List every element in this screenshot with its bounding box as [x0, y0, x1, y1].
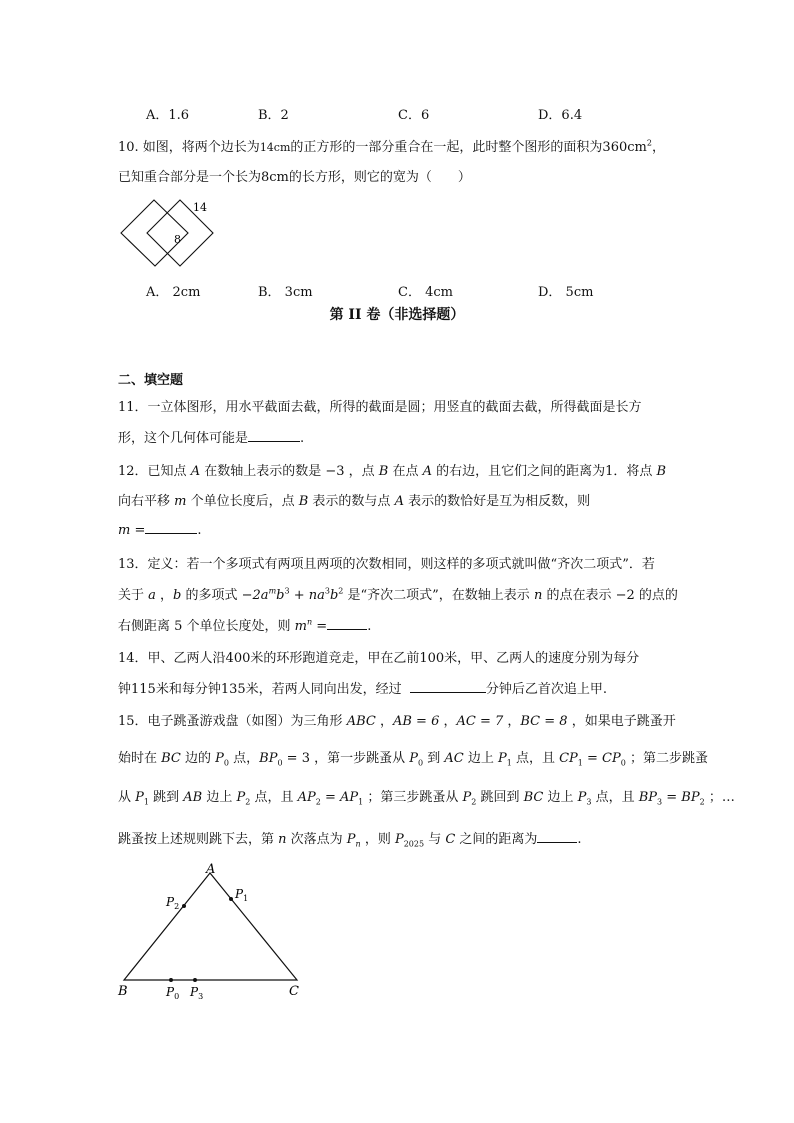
- point-p1: [229, 897, 233, 901]
- q10-line-2: 已知重合部分是一个长为8cm的长方形，则它的宽为（ ）: [118, 170, 471, 185]
- q9-option-c: C．6: [398, 108, 430, 123]
- triangle-abc-figure: [110, 858, 320, 1008]
- q12-line-2: 向右平移 m 个单位长度后，点 B 表示的数与点 A 表示的数恰好是互为相反数，则: [118, 494, 591, 509]
- label-a: A: [206, 862, 216, 877]
- q9-option-b: B．2: [258, 108, 289, 123]
- q13-line-2: 关于 a ，b 的多项式 $-2a^mb^3 + na^3b^2$ 是“齐次二项式”，在数轴上表示 n 的点在表示 −2 的点的: [118, 586, 678, 603]
- q11-line-1: 11．一立体图形，用水平截面去截，所得的截面是圆；用竖直的截面去截，所得截面是长方: [118, 400, 642, 415]
- label-p2: $P_2$: [166, 895, 180, 911]
- q10-option-d: D． 5cm: [538, 285, 594, 300]
- q15-answer-blank[interactable]: [537, 830, 577, 843]
- point-p3: [193, 978, 197, 982]
- q10-option-b: B． 3cm: [258, 285, 313, 300]
- q12-line-3: m = .: [118, 523, 202, 538]
- q13-line-1: 13．定义：若一个多项式有两项且两项的次数相同，则这样的多项式就叫做“齐次二项式”．若: [118, 557, 655, 572]
- q9-option-d: D．6.4: [538, 108, 583, 123]
- point-p2: [182, 904, 186, 908]
- triangle-abc: [124, 873, 297, 980]
- q15-line-3: 从 $P_1$ 跳到 AB 边上 $P_2$ 点，且 $AP_2 = AP_1$ ；第三步跳蚤从 $P_2$ 跳回到 BC 边上 $P_3$ 点，且 $BP_3 = BP_2$ ；…: [118, 790, 735, 807]
- q10-line-1: 10. 如图，将两个边长为14cm的正方形的一部分重合在一起，此时整个图形的面积为$360cm^2$，: [118, 138, 665, 155]
- label-b: B: [118, 984, 128, 999]
- part2-title: 第 II 卷（非选择题）: [329, 307, 465, 323]
- label-c: C: [289, 984, 299, 999]
- q15-line-4: 跳蚤按上述规则跳下去，第 n 次落点为 $P_n$ ，则 $P_{2025}$ 与 C 之间的距离为 .: [118, 832, 582, 849]
- q15-line-1: 15．电子跳蚤游戏盘（如图）为三角形 ABC ，AB = 6 ，AC = 7 ，BC = 8 ，如果电子跳蚤开: [118, 714, 676, 729]
- q14-answer-blank[interactable]: [410, 680, 486, 693]
- q11-line-2: 形，这个几何体可能是 .: [118, 431, 305, 446]
- q12-answer-blank[interactable]: [145, 521, 197, 534]
- label-8: 8: [174, 233, 181, 246]
- q13-line-3: 右侧距离 5 个单位长度处，则 $m^n$ = .: [118, 617, 372, 634]
- q13-answer-blank[interactable]: [327, 617, 367, 630]
- q14-line-1: 14．甲、乙两人沿400米的环形跑道竞走，甲在乙前100米，甲、乙两人的速度分别为每分: [118, 651, 640, 666]
- label-p3: $P_3$: [190, 985, 204, 1001]
- label-p0: $P_0$: [166, 985, 180, 1001]
- label-p1: $P_1$: [235, 887, 249, 903]
- q9-option-a: A．1.6: [146, 108, 190, 123]
- q11-answer-blank[interactable]: [248, 429, 300, 442]
- point-p0: [169, 978, 173, 982]
- q10-option-a: A． 2cm: [146, 285, 201, 300]
- q15-line-2: 始时在 BC 边的 $P_0$ 点，$BP_0 = 3$ ，第一步跳蚤从 $P_0$ 到 AC 边上 $P_1$ 点，且 $CP_1 = CP_0$ ；第二步跳蚤: [118, 751, 708, 768]
- q12-line-1: 12．已知点 A 在数轴上表示的数是 −3 ，点 B 在点 A 的右边，且它们之间的距离为1．将点 B: [118, 464, 667, 479]
- q10-overlapping-squares-figure: [118, 196, 218, 271]
- section-title: 二、填空题: [118, 373, 184, 388]
- label-14: 14: [193, 201, 207, 214]
- q14-line-2: 钟115米和每分钟135米，若两人同向出发，经过 分钟后乙首次追上甲.: [118, 682, 608, 697]
- q10-option-c: C． 4cm: [398, 285, 453, 300]
